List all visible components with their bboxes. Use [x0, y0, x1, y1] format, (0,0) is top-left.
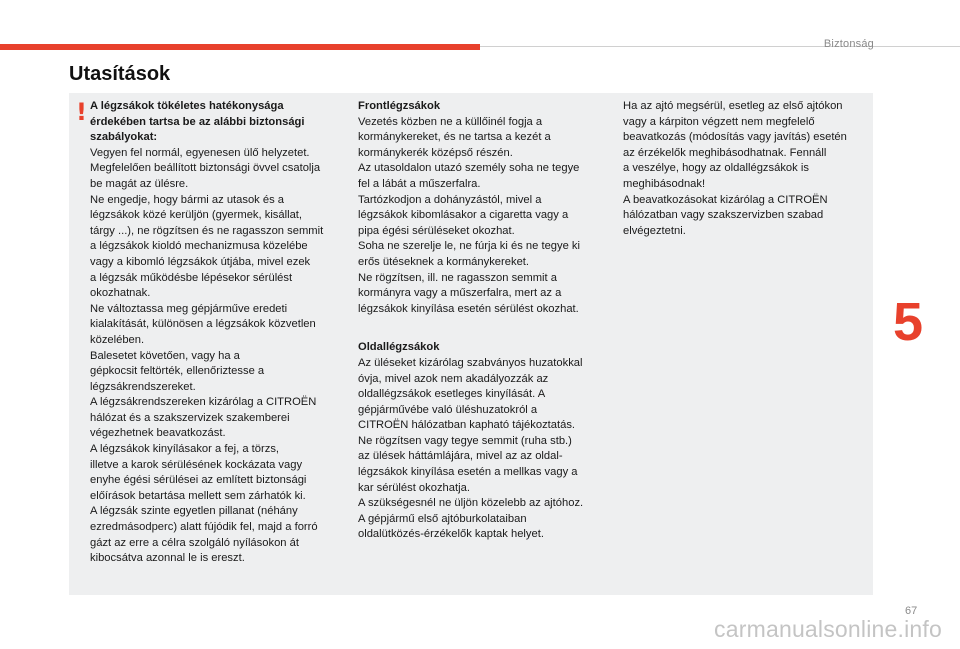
section-label: Biztonság	[823, 38, 874, 50]
text-line: Ha az ajtó megsérül, esetleg az első ajtókon	[623, 100, 843, 112]
text-line: elvégeztetni.	[623, 224, 686, 237]
text-line: okozhatnak.	[90, 287, 151, 300]
text-line: óvja, mivel azok nem akadályozzák az	[358, 372, 549, 385]
text-line: Tartózkodjon a dohányzástól, mivel a	[358, 193, 542, 206]
text-line: CITROËN hálózatban kapható tájékoztatás.	[358, 419, 576, 432]
text-line: A légzsákok tökéletes hatékonysága	[90, 100, 284, 112]
text-line: a veszélye, hogy az oldallégzsákok is	[623, 162, 809, 175]
text-line: Az utasoldalon utazó személy soha ne tegye	[358, 162, 580, 175]
page-title: Utasítások	[69, 63, 171, 85]
paragraph-gap	[358, 317, 608, 340]
text-line: enyhe égési sérülései az említett biztonsági	[90, 474, 307, 487]
text-line: végezhetnek beavatkozást.	[90, 427, 226, 440]
text-line: A beavatkozásokat kizárólag a CITROËN	[623, 193, 828, 206]
text-line: erős ütéseknek a kormánykereket.	[358, 255, 530, 268]
watermark: carmanualsonline.info	[714, 616, 942, 642]
text-line: vagy a kárpiton végzett nem megfelelő	[623, 115, 815, 128]
text-line: Ne változtassa meg gépjárműve eredeti	[90, 302, 288, 315]
text-line: meghibásodnak!	[623, 177, 706, 190]
text-line: A szükségesnél ne üljön közelebb az ajtóhoz.	[358, 497, 584, 510]
text-line: a légzsák működésbe lépésekor sérülést	[90, 271, 293, 284]
text-line: Vezetés közben ne a küllőinél fogja a	[358, 115, 543, 128]
text-line: gázt az erre a célra szolgáló nyílásokon át	[90, 536, 299, 549]
text-line: Vegyen fel normál, egyenesen ülő helyzetet.	[90, 146, 310, 159]
text-line: Balesetet követően, vagy ha a	[90, 349, 240, 362]
text-line: érdekében tartsa be az alábbi biztonsági	[90, 115, 305, 128]
text-line: A légzsákok kinyílásakor a fej, a törzs,	[90, 443, 280, 456]
text-line: fel a lábát a műszerfalra.	[358, 177, 481, 190]
text-line: légzsákok kibomlásakor a cigaretta vagy a	[358, 209, 569, 222]
text-line: hálózatban vagy szakszervizben szabad	[623, 209, 824, 222]
text-line: A légzsák szinte egyetlen pillanat (néhány	[90, 505, 298, 518]
general-rules-heading	[90, 99, 348, 146]
text-line: Ne rögzítsen, ill. ne ragasszon semmit a	[358, 271, 557, 284]
text-line: az ülések háttámlájára, mivel az az oldal-	[358, 450, 563, 463]
text-line: A gépjármű első ajtóburkolataiban	[358, 512, 527, 525]
text-line: légzsákok kinyílása esetén sérülést okozhat.	[358, 302, 579, 315]
side-airbags-heading: Oldallégzsákok	[358, 341, 440, 354]
text-line: légzsákrendszereket.	[90, 380, 196, 393]
page-number: 67	[905, 605, 918, 617]
text-line: kibocsátva azonnal le is ereszt.	[90, 552, 245, 565]
text-line: gépjárművébe való üléshuzatokról a	[358, 403, 538, 416]
text-line: szabályokat:	[90, 131, 158, 144]
text-line: kormánykereket, és ne tartsa a kezét a	[358, 131, 551, 144]
text-line: Ne rögzítsen vagy tegye semmit (ruha stb.)	[358, 434, 572, 447]
text-line: kormányra vagy a műszerfalra, mert az a	[358, 287, 562, 300]
text-line: oldallégzsákok esetleges kinyílását. A	[358, 388, 546, 401]
text-line: A légzsákrendszereken kizárólag a CITROËN	[90, 396, 317, 409]
text-line: légzsákok kinyílása esetén a mellkas vagy a	[358, 466, 578, 479]
text-line: kialakítását, különösen a légzsákok közvetlen	[90, 318, 316, 331]
text-line: gépkocsit feltörték, ellenőriztesse a	[90, 365, 265, 378]
text-line: vagy a kibomló légzsákok útjába, mivel ezek	[90, 255, 311, 268]
header-rule	[480, 46, 960, 47]
text-line: az érzékelők meghibásodhatnak. Fennáll	[623, 146, 827, 159]
text-line: Az üléseket kizárólag szabványos huzatokkal	[358, 356, 583, 369]
text-line: ezredmásodperc) alatt fújódik fel, majd a forró	[90, 521, 318, 534]
text-line: előírások betartása mellett sem zárhatók ki.	[90, 489, 306, 502]
text-line: Megfelelően beállított biztonsági övvel csatolja	[90, 162, 321, 175]
column-front-side-airbags	[358, 99, 608, 543]
text-line: légzsákok közé kerüljön (gyermek, kisállat,	[90, 209, 303, 222]
text-line: tárgy ...), ne rögzítsen és ne ragasszon semmit	[90, 224, 324, 237]
text-line: oldalütközés-érzékelők kaptak helyet.	[358, 528, 544, 541]
text-line: kormánykerék középső részén.	[358, 146, 513, 159]
front-airbags-heading: Frontlégzsákok	[358, 100, 441, 112]
text-line: pipa égési sérüléseket okozhat.	[358, 224, 515, 237]
text-line: kar sérülést okozhatja.	[358, 481, 470, 494]
column-general-rules	[90, 99, 348, 567]
text-line: beavatkozás (módosítás vagy javítás) esetén	[623, 131, 847, 144]
warning-icon: !	[76, 98, 87, 126]
column-door-sensors	[623, 99, 871, 239]
text-line: a légzsákok kioldó mechanizmusa közelébe	[90, 240, 308, 253]
text-line: Ne engedje, hogy bármi az utasok és a	[90, 193, 285, 206]
text-line: hálózat és a szakszervizek szakemberei	[90, 411, 290, 424]
text-line: illetve a karok sérülésének kockázata vagy	[90, 458, 303, 471]
text-line: Soha ne szerelje le, ne fúrja ki és ne tegye ki	[358, 240, 581, 253]
text-line: közelében.	[90, 333, 145, 346]
header-accent-bar	[0, 44, 480, 50]
chapter-number: 5	[893, 292, 924, 352]
text-line: be magát az ülésre.	[90, 177, 189, 190]
